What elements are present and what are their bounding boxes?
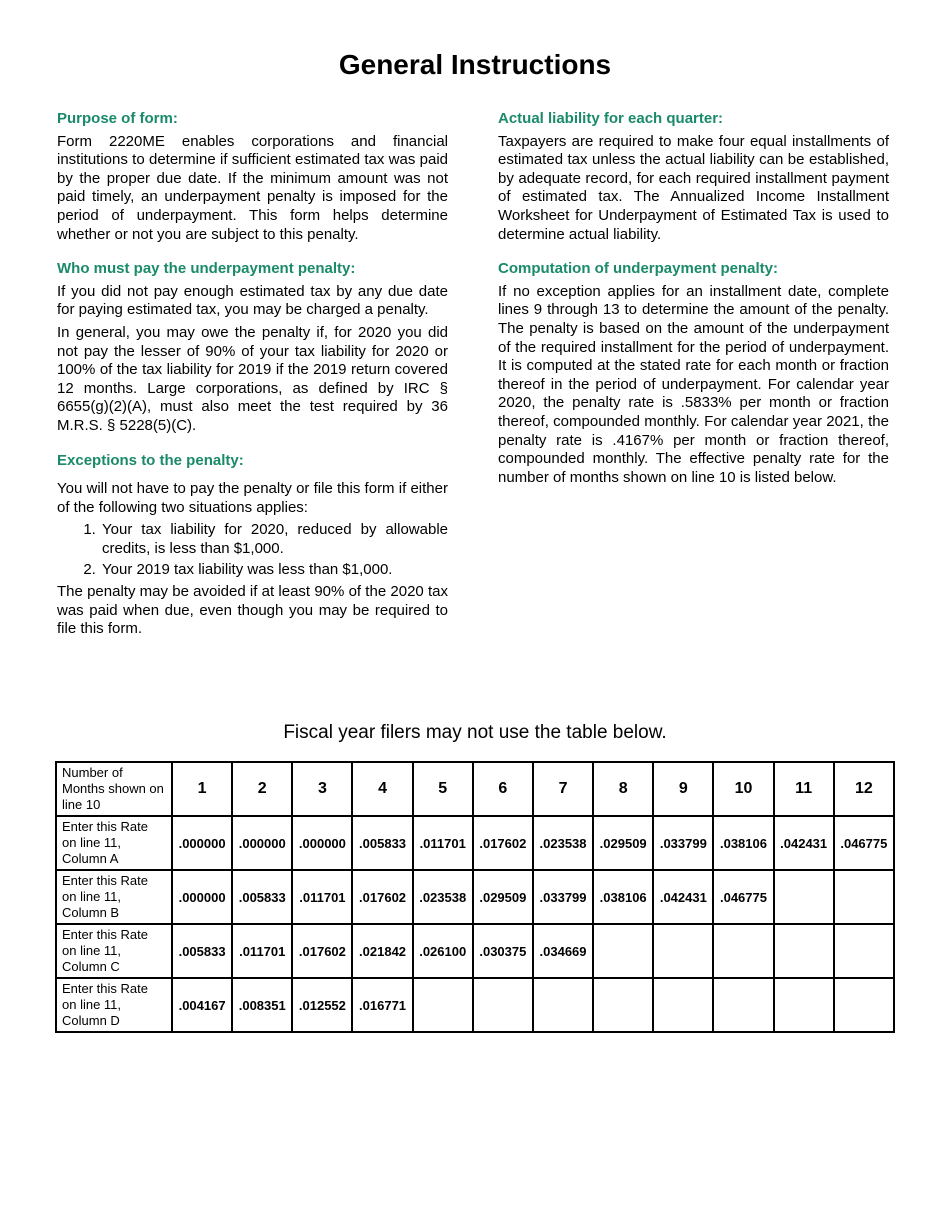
rate-cell [653, 924, 713, 978]
penalty-rate-table [55, 761, 895, 1033]
rate-cell: .029509 [593, 816, 653, 870]
month-header: 8 [593, 762, 653, 816]
section-heading: Computation of underpayment penalty: [498, 260, 779, 278]
table-note: Fiscal year filers may not use the table below. [283, 722, 667, 743]
exceptions-list [57, 521, 448, 580]
rate-cell: .033799 [653, 816, 713, 870]
month-header: 7 [533, 762, 593, 816]
paragraph: If you did not pay enough estimated tax by any due date for paying estimated tax, you may be charged a penalty. [57, 282, 448, 319]
right-column [498, 110, 889, 503]
rate-cell [774, 978, 834, 1032]
rate-cell: .005833 [172, 924, 232, 978]
rate-cell: .008351 [232, 978, 292, 1032]
rate-cell [774, 924, 834, 978]
table-header-row [56, 762, 894, 816]
section-heading: Actual liability for each quarter: [498, 110, 724, 127]
purpose-section [57, 110, 448, 244]
rate-cell [834, 978, 894, 1032]
paragraph: Taxpayers are required to make four equal installments of estimated tax unless the actual liability can be established, by adequate record, for each required installment payment of estimated tax. The Annualized Income Installment Worksheet for Underpayment of Estimated Tax is used to determine actual liability. [498, 132, 889, 243]
actual-liability-section [498, 110, 889, 244]
row-label: Enter this Rate on line 11, Column B [56, 870, 172, 924]
rate-cell [834, 870, 894, 924]
rate-cell: .042431 [653, 870, 713, 924]
rate-cell [473, 978, 533, 1032]
left-column [57, 110, 448, 655]
rate-cell [774, 870, 834, 924]
rate-cell [593, 978, 653, 1032]
table-row [56, 924, 894, 978]
rate-cell: .016771 [352, 978, 412, 1032]
paragraph: The penalty may be avoided if at least 90% of the 2020 tax was paid when due, even though you may be required to file this form. [57, 583, 448, 638]
paragraph: If no exception applies for an installment date, complete lines 9 through 13 to determine the amount of the penalty. The penalty is based on the amount of the underpayment of the required installment for the period of underpayment. It is computed at the stated rate for each month or fraction thereof in the period of underpayment. For calendar year 2020, the penalty rate is .5833% per month or fraction thereof, compounded monthly. For calendar year 2021, the penalty rate is .4167% per month or fraction thereof, compounded monthly. The effective penalty rate for the number of months shown on line 10 is listed below. [498, 282, 889, 486]
paragraph: In general, you may owe the penalty if, for 2020 you did not pay the lesser of 90% of your tax liability for 2020 or 100% of the tax liability for 2019 if the 2019 return covered 12 months. Large corporations, as defined by IRC § 6655(g)(2)(A), must also meet the test required by 36 M.R.S. § 5228(5)(C). [57, 323, 448, 434]
paragraph: Form 2220ME enables corporations and financial institutions to determine if sufficient estimated tax was paid by the proper due date. If the minimum amount was not paid timely, an underpayment penalty is imposed for the period of underpayment. This form helps determine whether or not you are subject to this penalty. [57, 132, 448, 243]
rate-cell: .011701 [232, 924, 292, 978]
month-header: 6 [473, 762, 533, 816]
section-heading: Purpose of form: [57, 110, 178, 127]
month-header: 12 [834, 762, 894, 816]
rate-cell: .034669 [533, 924, 593, 978]
month-header: 4 [352, 762, 412, 816]
rate-cell: .011701 [413, 816, 473, 870]
header-label: Number of Months shown on line 10 [56, 762, 172, 816]
rate-cell [834, 924, 894, 978]
rate-cell: .023538 [413, 870, 473, 924]
rate-cell [413, 978, 473, 1032]
computation-section [498, 260, 889, 487]
table-row [56, 870, 894, 924]
rate-cell [713, 978, 773, 1032]
section-heading: Who must pay the underpayment penalty: [57, 260, 356, 278]
rate-cell: .038106 [593, 870, 653, 924]
rate-cell: .004167 [172, 978, 232, 1032]
rate-cell [653, 978, 713, 1032]
rate-cell: .005833 [352, 816, 412, 870]
month-header: 1 [172, 762, 232, 816]
rate-cell: .000000 [232, 816, 292, 870]
month-header: 5 [413, 762, 473, 816]
rate-cell: .012552 [292, 978, 352, 1032]
rate-cell: .017602 [292, 924, 352, 978]
month-header: 10 [713, 762, 773, 816]
row-label: Enter this Rate on line 11, Column D [56, 978, 172, 1032]
paragraph: You will not have to pay the penalty or file this form if either of the following two situations applies: [57, 480, 448, 516]
rate-cell: .026100 [413, 924, 473, 978]
rate-cell: .017602 [473, 816, 533, 870]
rate-cell: .000000 [172, 816, 232, 870]
rate-cell: .005833 [232, 870, 292, 924]
rate-cell: .000000 [292, 816, 352, 870]
who-must-pay-section [57, 260, 448, 435]
month-header: 11 [774, 762, 834, 816]
rate-cell: .038106 [713, 816, 773, 870]
rate-cell: .000000 [172, 870, 232, 924]
list-item: 2. Your 2019 tax liability was less than $1,000. [100, 561, 448, 580]
list-item: 1. Your tax liability for 2020, reduced by allowable credits, is less than $1,000. [100, 521, 448, 558]
rate-cell: .046775 [713, 870, 773, 924]
rate-cell: .011701 [292, 870, 352, 924]
rate-cell: .017602 [352, 870, 412, 924]
month-header: 2 [232, 762, 292, 816]
rate-cell [713, 924, 773, 978]
rate-cell: .033799 [533, 870, 593, 924]
section-heading: Exceptions to the penalty: [57, 451, 244, 469]
rate-cell [593, 924, 653, 978]
rate-cell: .046775 [834, 816, 894, 870]
row-label: Enter this Rate on line 11, Column C [56, 924, 172, 978]
rate-cell: .030375 [473, 924, 533, 978]
rate-cell: .029509 [473, 870, 533, 924]
rate-cell: .023538 [533, 816, 593, 870]
rate-cell: .021842 [352, 924, 412, 978]
exceptions-section [57, 452, 448, 639]
rate-cell: .042431 [774, 816, 834, 870]
table-row [56, 816, 894, 870]
row-label: Enter this Rate on line 11, Column A [56, 816, 172, 870]
month-header: 3 [292, 762, 352, 816]
rate-cell [533, 978, 593, 1032]
table-row [56, 978, 894, 1032]
month-header: 9 [653, 762, 713, 816]
page-title: General Instructions [338, 49, 612, 80]
